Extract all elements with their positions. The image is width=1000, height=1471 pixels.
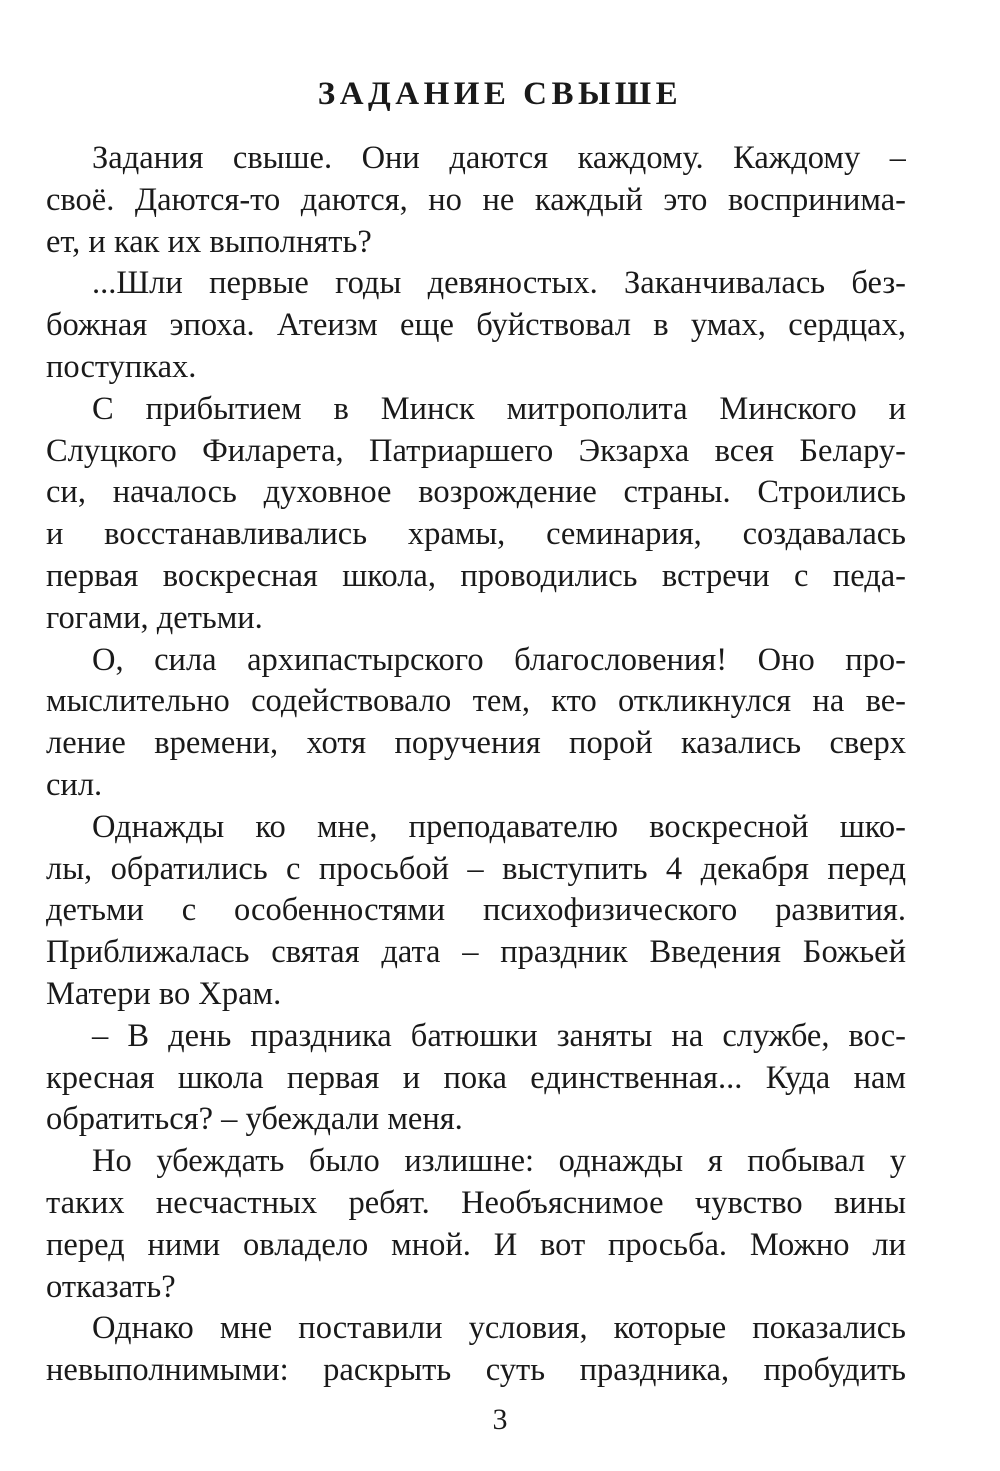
chapter-title: ЗАДАНИЕ СВЫШЕ xyxy=(317,76,683,112)
text-line: отказать? xyxy=(46,1268,176,1305)
text-line: Приближалась святая дата – праздник Введения Божьей xyxy=(46,934,906,971)
text-line: си, началось духовное возрождение страны. Строились xyxy=(46,474,906,511)
text-line: сил. xyxy=(46,766,103,803)
text-line: Но убеждать было излишне: однажды я побывал у xyxy=(92,1143,906,1180)
text-line: поступках. xyxy=(46,348,197,385)
page-number: 3 xyxy=(492,1403,508,1436)
text-line: Задания свыше. Они даются каждому. Каждому – xyxy=(92,140,906,176)
text-line: Однако мне поставили условия, которые показались xyxy=(92,1310,906,1347)
text-line: Однажды ко мне, преподавателю воскресной шко- xyxy=(92,808,906,845)
text-line: перед ними овладело мной. И вот просьба. Можно ли xyxy=(46,1226,906,1263)
text-line: Слуцкого Филарета, Патриаршего Экзарха всея Белару- xyxy=(46,432,906,469)
text-line: обратиться? – убеждали меня. xyxy=(46,1101,463,1138)
text-line: детьми с особенностями психофизического развития. xyxy=(46,892,906,929)
text-line: невыполнимыми: раскрыть суть праздника, пробудить xyxy=(46,1352,906,1389)
text-line: ление времени, хотя поручения порой казались сверх xyxy=(46,725,906,762)
text-line: первая воскресная школа, проводились встречи с педа- xyxy=(46,557,906,594)
text-line: – В день праздника батюшки заняты на службе, вос- xyxy=(92,1017,906,1054)
text-line: и восстанавливались храмы, семинария, создавалась xyxy=(46,516,906,553)
text-line: таких несчастных ребят. Необъяснимое чувство вины xyxy=(46,1184,906,1221)
text-line: лы, обратились с просьбой – выступить 4 декабря перед xyxy=(46,850,906,887)
text-line: божная эпоха. Атеизм еще буйствовал в умах, сердцах, xyxy=(46,307,906,344)
text-line: своё. Даются-то даются, но не каждый это воспринима- xyxy=(46,181,906,218)
text-line: Матери во Храм. xyxy=(46,975,282,1012)
text-line: С прибытием в Минск митрополита Минского и xyxy=(92,390,906,427)
text-line: ет, и как их выполнять? xyxy=(46,223,372,260)
text-line: О, сила архипастырского благословения! Оно про- xyxy=(92,641,906,678)
text-line: ...Шли первые годы девяностых. Заканчивалась без- xyxy=(92,265,906,302)
text-line: кресная школа первая и пока единственная... Куда нам xyxy=(46,1059,906,1096)
text-line: гогами, детьми. xyxy=(46,599,263,636)
body-text xyxy=(46,138,906,1392)
text-line: мыслительно содействовало тем, кто откликнулся на ве- xyxy=(46,683,906,720)
